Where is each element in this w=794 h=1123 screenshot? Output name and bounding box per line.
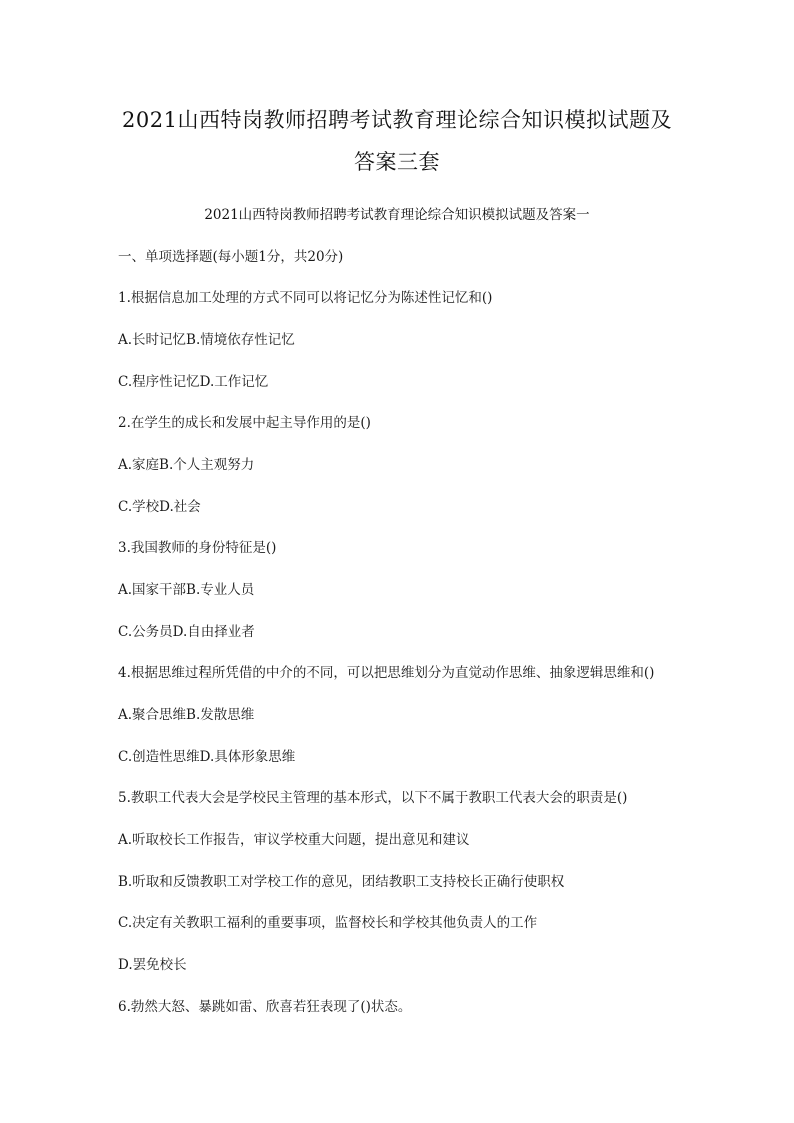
question-3-options-cd: C.公务员D.自由择业者 <box>118 624 255 640</box>
document-title-line-2: 答案三套 <box>354 150 440 174</box>
question-2-stem: 2.在学生的成长和发展中起主导作用的是() <box>118 415 371 431</box>
question-5-option-b: B.听取和反馈教职工对学校工作的意见，团结教职工支持校长正确行使职权 <box>118 874 565 890</box>
question-6-stem: 6.勃然大怒、暴跳如雷、欣喜若狂表现了()状态。 <box>118 999 412 1015</box>
question-1-stem: 1.根据信息加工处理的方式不同可以将记忆分为陈述性记忆和() <box>118 290 493 306</box>
question-4-stem: 4.根据思维过程所凭借的中介的不同，可以把思维划分为直觉动作思维、抽象逻辑思维和() <box>118 665 655 681</box>
question-1-options-cd: C.程序性记忆D.工作记忆 <box>118 374 269 390</box>
question-5-option-c: C.决定有关教职工福利的重要事项，监督校长和学校其他负责人的工作 <box>118 915 538 931</box>
question-3-options-ab: A.国家干部B.专业人员 <box>118 582 255 598</box>
question-2-options-ab: A.家庭B.个人主观努力 <box>118 457 255 473</box>
question-3-stem: 3.我国教师的身份特征是() <box>118 540 277 556</box>
question-5-stem: 5.教职工代表大会是学校民主管理的基本形式，以下不属于教职工代表大会的职责是() <box>118 790 628 806</box>
question-5-option-a: A.听取校长工作报告，审议学校重大问题，提出意见和建议 <box>118 832 470 848</box>
document-subtitle: 2021山西特岗教师招聘考试教育理论综合知识模拟试题及答案一 <box>204 207 590 223</box>
question-2-options-cd: C.学校D.社会 <box>118 499 201 515</box>
document-title-line-1: 2021山西特岗教师招聘考试教育理论综合知识模拟试题及 <box>122 108 672 132</box>
question-4-options-cd: C.创造性思维D.具体形象思维 <box>118 749 296 765</box>
question-1-options-ab: A.长时记忆B.情境依存性记忆 <box>118 332 295 348</box>
section-heading: 一、单项选择题(每小题1分，共20分) <box>118 249 344 265</box>
question-4-options-ab: A.聚合思维B.发散思维 <box>118 707 255 723</box>
question-5-option-d: D.罢免校长 <box>118 957 187 973</box>
